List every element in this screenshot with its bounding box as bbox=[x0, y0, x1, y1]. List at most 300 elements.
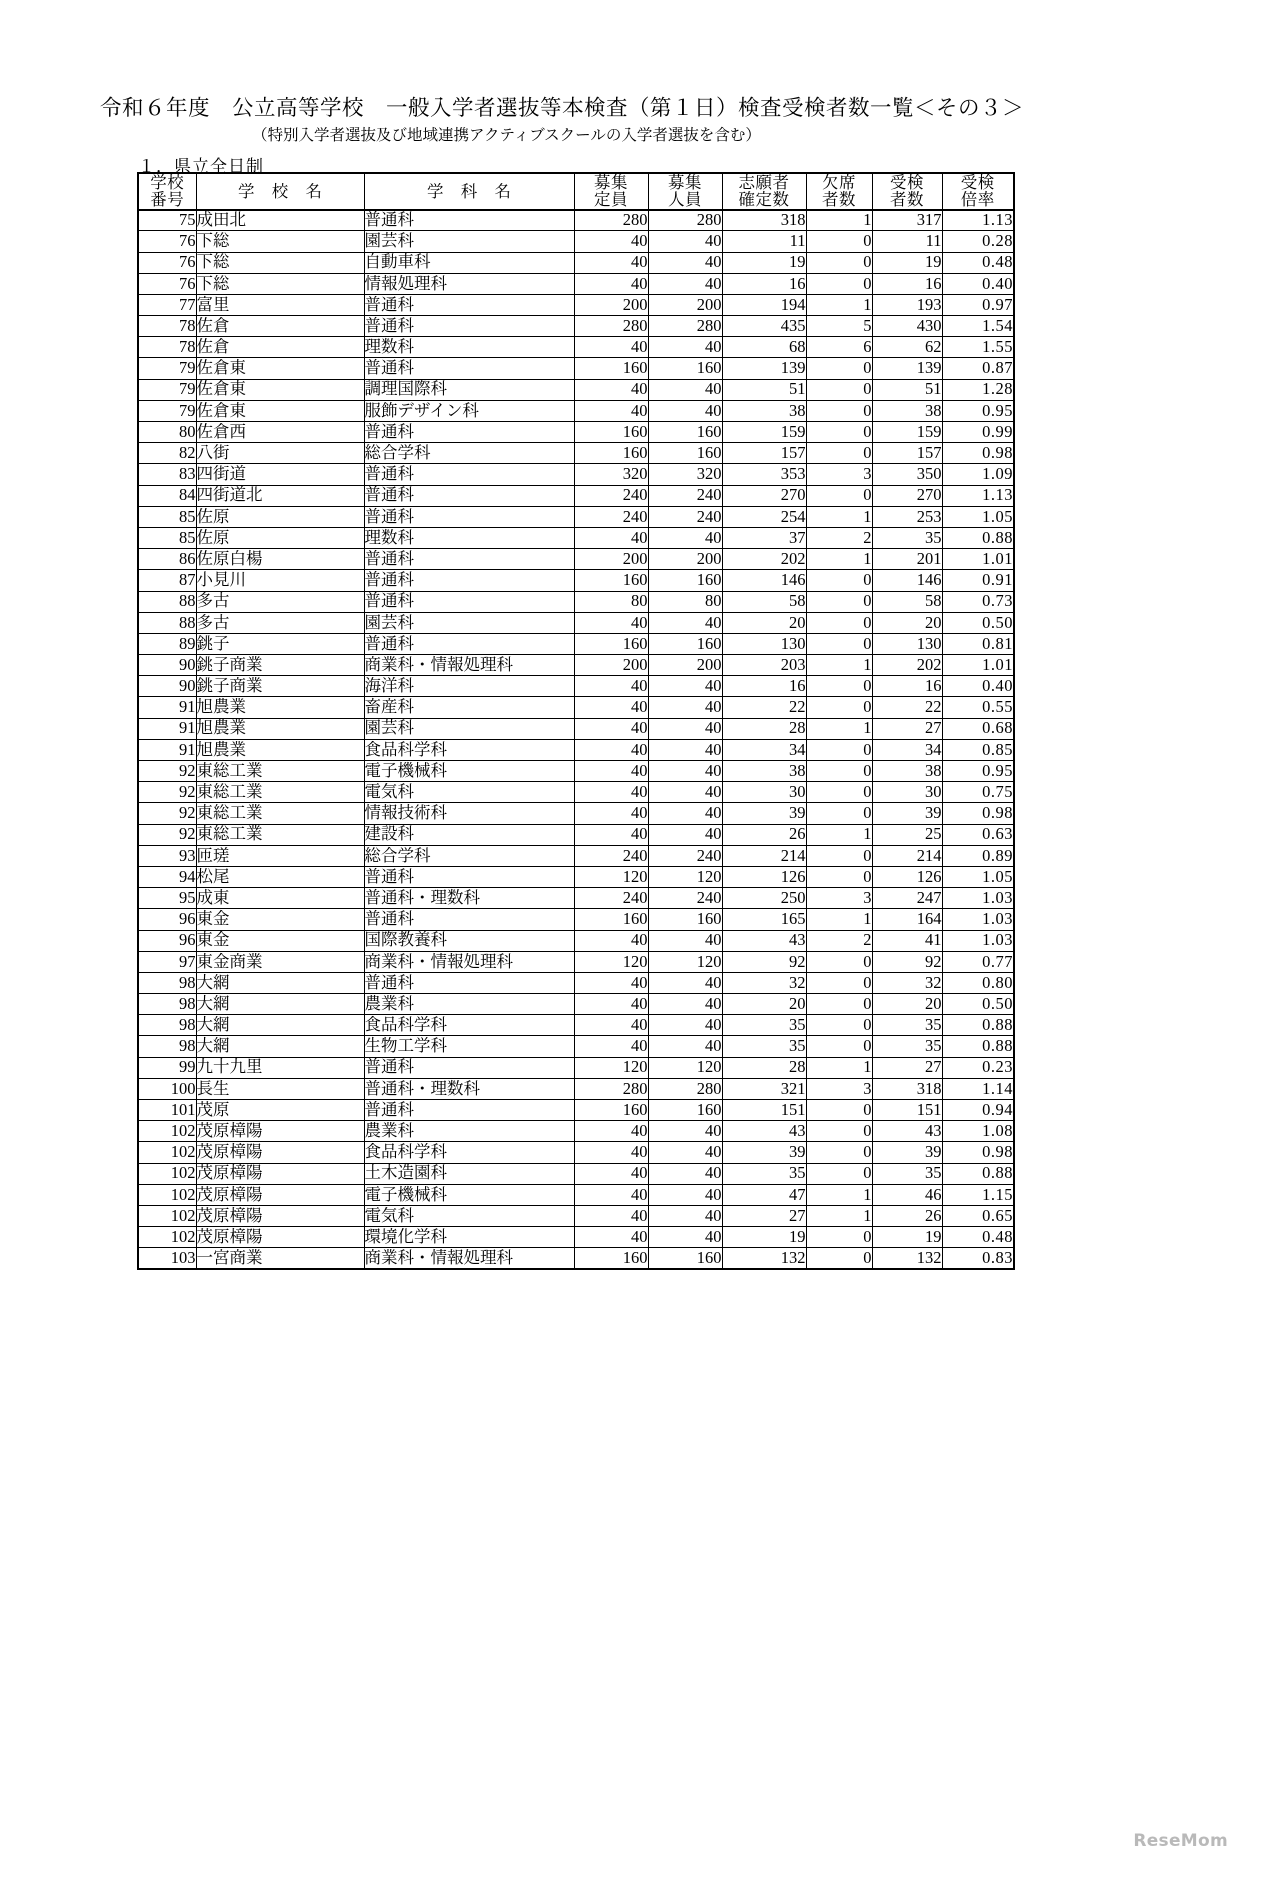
cell-school-number: 88 bbox=[138, 612, 196, 633]
cell-quota: 240 bbox=[574, 506, 648, 527]
cell-school-name: 東金商業 bbox=[196, 951, 364, 972]
cell-school-number: 100 bbox=[138, 1078, 196, 1099]
cell-school-number: 97 bbox=[138, 951, 196, 972]
cell-absentees: 0 bbox=[806, 400, 872, 421]
table-row bbox=[138, 1100, 1014, 1121]
table-row bbox=[138, 676, 1014, 697]
cell-school-number: 75 bbox=[138, 210, 196, 231]
table-row bbox=[138, 210, 1014, 231]
cell-quota: 40 bbox=[574, 1184, 648, 1205]
title-block bbox=[100, 96, 1100, 145]
cell-department-name: 普通科 bbox=[364, 591, 574, 612]
table-row bbox=[138, 1057, 1014, 1078]
cell-absentees: 1 bbox=[806, 549, 872, 570]
column-header-line2: 確定数 bbox=[738, 190, 790, 210]
cell-capacity: 160 bbox=[648, 633, 722, 654]
cell-absentees: 1 bbox=[806, 1057, 872, 1078]
cell-school-name: 松尾 bbox=[196, 866, 364, 887]
cell-school-name: 一宮商業 bbox=[196, 1248, 364, 1269]
cell-school-name: 大網 bbox=[196, 1015, 364, 1036]
cell-school-name: 銚子商業 bbox=[196, 655, 364, 676]
table-row bbox=[138, 761, 1014, 782]
table-row bbox=[138, 570, 1014, 591]
table-row bbox=[138, 527, 1014, 548]
cell-examinees: 41 bbox=[872, 930, 942, 951]
table-row bbox=[138, 909, 1014, 930]
cell-capacity: 40 bbox=[648, 782, 722, 803]
cell-absentees: 0 bbox=[806, 697, 872, 718]
cell-school-name: 成田北 bbox=[196, 210, 364, 231]
cell-capacity: 280 bbox=[648, 210, 722, 231]
cell-school-name: 長生 bbox=[196, 1078, 364, 1099]
cell-examinees: 350 bbox=[872, 464, 942, 485]
cell-capacity: 40 bbox=[648, 1121, 722, 1142]
cell-absentees: 1 bbox=[806, 506, 872, 527]
cell-exam-ratio: 0.65 bbox=[942, 1205, 1014, 1226]
cell-school-name: 九十九里 bbox=[196, 1057, 364, 1078]
table-row bbox=[138, 1248, 1014, 1269]
cell-exam-ratio: 0.83 bbox=[942, 1248, 1014, 1269]
cell-exam-ratio: 0.88 bbox=[942, 1015, 1014, 1036]
cell-applicants-confirmed: 34 bbox=[722, 739, 806, 760]
cell-school-name: 下総 bbox=[196, 231, 364, 252]
column-header-applicants-confirmed bbox=[722, 173, 806, 210]
page-subtitle: （特別入学者選抜及び地域連携アクティブスクールの入学者選抜を含む） bbox=[252, 125, 761, 144]
cell-quota: 40 bbox=[574, 761, 648, 782]
cell-quota: 40 bbox=[574, 379, 648, 400]
cell-quota: 280 bbox=[574, 316, 648, 337]
cell-capacity: 40 bbox=[648, 1036, 722, 1057]
cell-school-number: 103 bbox=[138, 1248, 196, 1269]
cell-absentees: 0 bbox=[806, 782, 872, 803]
table-row bbox=[138, 316, 1014, 337]
cell-absentees: 0 bbox=[806, 379, 872, 400]
cell-capacity: 120 bbox=[648, 951, 722, 972]
cell-absentees: 0 bbox=[806, 845, 872, 866]
cell-examinees: 164 bbox=[872, 909, 942, 930]
cell-absentees: 3 bbox=[806, 1078, 872, 1099]
cell-capacity: 40 bbox=[648, 252, 722, 273]
column-header-line2: 者数 bbox=[890, 190, 924, 210]
cell-quota: 40 bbox=[574, 782, 648, 803]
cell-examinees: 43 bbox=[872, 1121, 942, 1142]
cell-school-number: 76 bbox=[138, 273, 196, 294]
cell-department-name: 普通科・理数科 bbox=[364, 1078, 574, 1099]
cell-exam-ratio: 0.50 bbox=[942, 612, 1014, 633]
cell-examinees: 58 bbox=[872, 591, 942, 612]
table-row bbox=[138, 951, 1014, 972]
cell-quota: 80 bbox=[574, 591, 648, 612]
cell-school-name: 茂原樟陽 bbox=[196, 1227, 364, 1248]
cell-examinees: 430 bbox=[872, 316, 942, 337]
cell-school-name: 旭農業 bbox=[196, 718, 364, 739]
cell-department-name: 自動車科 bbox=[364, 252, 574, 273]
cell-quota: 40 bbox=[574, 1227, 648, 1248]
cell-applicants-confirmed: 146 bbox=[722, 570, 806, 591]
cell-examinees: 22 bbox=[872, 697, 942, 718]
cell-absentees: 0 bbox=[806, 273, 872, 294]
cell-capacity: 40 bbox=[648, 1227, 722, 1248]
cell-school-number: 102 bbox=[138, 1184, 196, 1205]
cell-exam-ratio: 1.28 bbox=[942, 379, 1014, 400]
cell-school-number: 90 bbox=[138, 676, 196, 697]
cell-applicants-confirmed: 151 bbox=[722, 1100, 806, 1121]
cell-examinees: 16 bbox=[872, 676, 942, 697]
cell-quota: 120 bbox=[574, 1057, 648, 1078]
table-row bbox=[138, 1163, 1014, 1184]
cell-school-name: 茂原樟陽 bbox=[196, 1184, 364, 1205]
cell-school-number: 79 bbox=[138, 358, 196, 379]
cell-exam-ratio: 0.40 bbox=[942, 676, 1014, 697]
cell-examinees: 34 bbox=[872, 739, 942, 760]
cell-examinees: 126 bbox=[872, 866, 942, 887]
cell-quota: 160 bbox=[574, 443, 648, 464]
cell-school-number: 102 bbox=[138, 1227, 196, 1248]
cell-school-number: 90 bbox=[138, 655, 196, 676]
cell-absentees: 0 bbox=[806, 1036, 872, 1057]
cell-applicants-confirmed: 16 bbox=[722, 273, 806, 294]
cell-examinees: 27 bbox=[872, 718, 942, 739]
cell-exam-ratio: 1.03 bbox=[942, 888, 1014, 909]
cell-exam-ratio: 1.01 bbox=[942, 655, 1014, 676]
cell-capacity: 40 bbox=[648, 337, 722, 358]
table-row bbox=[138, 358, 1014, 379]
cell-department-name: 普通科 bbox=[364, 358, 574, 379]
table-header bbox=[138, 173, 1014, 210]
cell-department-name: 普通科 bbox=[364, 909, 574, 930]
cell-school-number: 93 bbox=[138, 845, 196, 866]
cell-department-name: 畜産科 bbox=[364, 697, 574, 718]
cell-exam-ratio: 1.05 bbox=[942, 866, 1014, 887]
cell-examinees: 26 bbox=[872, 1205, 942, 1226]
cell-capacity: 40 bbox=[648, 994, 722, 1015]
table-row bbox=[138, 591, 1014, 612]
cell-exam-ratio: 1.54 bbox=[942, 316, 1014, 337]
cell-examinees: 247 bbox=[872, 888, 942, 909]
column-header-school-number bbox=[138, 173, 196, 210]
cell-applicants-confirmed: 126 bbox=[722, 866, 806, 887]
cell-exam-ratio: 1.05 bbox=[942, 506, 1014, 527]
column-header-department-name bbox=[364, 173, 574, 210]
cell-applicants-confirmed: 19 bbox=[722, 252, 806, 273]
cell-absentees: 0 bbox=[806, 422, 872, 443]
cell-capacity: 40 bbox=[648, 1015, 722, 1036]
cell-applicants-confirmed: 202 bbox=[722, 549, 806, 570]
cell-quota: 40 bbox=[574, 824, 648, 845]
cell-applicants-confirmed: 27 bbox=[722, 1205, 806, 1226]
cell-examinees: 27 bbox=[872, 1057, 942, 1078]
cell-school-number: 102 bbox=[138, 1121, 196, 1142]
table-row bbox=[138, 845, 1014, 866]
cell-examinees: 62 bbox=[872, 337, 942, 358]
cell-school-name: 東金 bbox=[196, 909, 364, 930]
cell-quota: 160 bbox=[574, 358, 648, 379]
cell-capacity: 40 bbox=[648, 676, 722, 697]
cell-school-name: 東総工業 bbox=[196, 782, 364, 803]
cell-quota: 280 bbox=[574, 1078, 648, 1099]
cell-school-name: 佐倉東 bbox=[196, 379, 364, 400]
cell-applicants-confirmed: 321 bbox=[722, 1078, 806, 1099]
column-header-capacity bbox=[648, 173, 722, 210]
exam-results-table-container bbox=[137, 172, 1013, 1270]
cell-examinees: 35 bbox=[872, 1015, 942, 1036]
cell-capacity: 120 bbox=[648, 866, 722, 887]
cell-absentees: 0 bbox=[806, 739, 872, 760]
column-header-line2: 番号 bbox=[150, 190, 185, 210]
cell-school-number: 78 bbox=[138, 316, 196, 337]
cell-absentees: 0 bbox=[806, 633, 872, 654]
cell-examinees: 35 bbox=[872, 1036, 942, 1057]
cell-school-number: 76 bbox=[138, 252, 196, 273]
cell-examinees: 253 bbox=[872, 506, 942, 527]
cell-school-number: 87 bbox=[138, 570, 196, 591]
cell-quota: 280 bbox=[574, 210, 648, 231]
cell-capacity: 40 bbox=[648, 697, 722, 718]
table-row bbox=[138, 485, 1014, 506]
cell-quota: 40 bbox=[574, 930, 648, 951]
cell-capacity: 160 bbox=[648, 1100, 722, 1121]
cell-school-number: 86 bbox=[138, 549, 196, 570]
cell-capacity: 40 bbox=[648, 1142, 722, 1163]
cell-school-name: 銚子 bbox=[196, 633, 364, 654]
cell-exam-ratio: 1.13 bbox=[942, 485, 1014, 506]
cell-department-name: 普通科 bbox=[364, 866, 574, 887]
cell-examinees: 317 bbox=[872, 210, 942, 231]
table-row bbox=[138, 1205, 1014, 1226]
table-body bbox=[138, 210, 1014, 1269]
cell-applicants-confirmed: 38 bbox=[722, 400, 806, 421]
cell-applicants-confirmed: 37 bbox=[722, 527, 806, 548]
cell-applicants-confirmed: 92 bbox=[722, 951, 806, 972]
cell-school-name: 八街 bbox=[196, 443, 364, 464]
cell-capacity: 160 bbox=[648, 358, 722, 379]
cell-department-name: 電気科 bbox=[364, 1205, 574, 1226]
cell-school-number: 92 bbox=[138, 761, 196, 782]
cell-school-number: 91 bbox=[138, 739, 196, 760]
cell-department-name: 情報処理科 bbox=[364, 273, 574, 294]
cell-exam-ratio: 0.98 bbox=[942, 1142, 1014, 1163]
cell-school-name: 下総 bbox=[196, 252, 364, 273]
column-header-line1: 学 校 名 bbox=[238, 181, 328, 201]
cell-examinees: 201 bbox=[872, 549, 942, 570]
resemom-watermark: ReseMom bbox=[1133, 1831, 1228, 1851]
cell-absentees: 0 bbox=[806, 1227, 872, 1248]
cell-school-number: 98 bbox=[138, 994, 196, 1015]
cell-exam-ratio: 0.55 bbox=[942, 697, 1014, 718]
cell-applicants-confirmed: 159 bbox=[722, 422, 806, 443]
cell-absentees: 2 bbox=[806, 930, 872, 951]
cell-examinees: 151 bbox=[872, 1100, 942, 1121]
cell-applicants-confirmed: 28 bbox=[722, 1057, 806, 1078]
cell-exam-ratio: 0.63 bbox=[942, 824, 1014, 845]
cell-department-name: 環境化学科 bbox=[364, 1227, 574, 1248]
cell-quota: 160 bbox=[574, 570, 648, 591]
cell-examinees: 39 bbox=[872, 803, 942, 824]
cell-school-number: 89 bbox=[138, 633, 196, 654]
cell-applicants-confirmed: 130 bbox=[722, 633, 806, 654]
cell-department-name: 電子機械科 bbox=[364, 1184, 574, 1205]
column-header-examinees bbox=[872, 173, 942, 210]
cell-department-name: 海洋科 bbox=[364, 676, 574, 697]
cell-absentees: 0 bbox=[806, 994, 872, 1015]
cell-exam-ratio: 0.94 bbox=[942, 1100, 1014, 1121]
cell-exam-ratio: 0.28 bbox=[942, 231, 1014, 252]
table-row bbox=[138, 443, 1014, 464]
cell-capacity: 40 bbox=[648, 231, 722, 252]
table-row bbox=[138, 782, 1014, 803]
cell-quota: 40 bbox=[574, 1036, 648, 1057]
table-row bbox=[138, 464, 1014, 485]
cell-examinees: 51 bbox=[872, 379, 942, 400]
cell-capacity: 40 bbox=[648, 972, 722, 993]
table-row bbox=[138, 994, 1014, 1015]
cell-department-name: 商業科・情報処理科 bbox=[364, 951, 574, 972]
cell-absentees: 5 bbox=[806, 316, 872, 337]
cell-examinees: 30 bbox=[872, 782, 942, 803]
table-row bbox=[138, 337, 1014, 358]
cell-capacity: 40 bbox=[648, 1163, 722, 1184]
cell-quota: 40 bbox=[574, 972, 648, 993]
cell-school-name: 佐倉 bbox=[196, 337, 364, 358]
cell-applicants-confirmed: 35 bbox=[722, 1015, 806, 1036]
cell-absentees: 0 bbox=[806, 1248, 872, 1269]
cell-quota: 160 bbox=[574, 633, 648, 654]
column-header-line2: 定員 bbox=[594, 190, 628, 210]
table-row bbox=[138, 422, 1014, 443]
cell-department-name: 普通科 bbox=[364, 1057, 574, 1078]
cell-absentees: 1 bbox=[806, 210, 872, 231]
cell-school-number: 95 bbox=[138, 888, 196, 909]
cell-absentees: 0 bbox=[806, 972, 872, 993]
cell-school-number: 101 bbox=[138, 1100, 196, 1121]
cell-department-name: 情報技術科 bbox=[364, 803, 574, 824]
cell-school-number: 79 bbox=[138, 379, 196, 400]
cell-quota: 40 bbox=[574, 337, 648, 358]
cell-quota: 160 bbox=[574, 1248, 648, 1269]
cell-capacity: 160 bbox=[648, 909, 722, 930]
cell-quota: 40 bbox=[574, 1142, 648, 1163]
cell-school-number: 84 bbox=[138, 485, 196, 506]
cell-school-name: 佐原白楊 bbox=[196, 549, 364, 570]
cell-applicants-confirmed: 20 bbox=[722, 994, 806, 1015]
cell-school-name: 東総工業 bbox=[196, 761, 364, 782]
cell-school-name: 四街道 bbox=[196, 464, 364, 485]
cell-department-name: 普通科 bbox=[364, 316, 574, 337]
cell-school-name: 茂原樟陽 bbox=[196, 1142, 364, 1163]
cell-quota: 40 bbox=[574, 400, 648, 421]
cell-examinees: 46 bbox=[872, 1184, 942, 1205]
cell-applicants-confirmed: 43 bbox=[722, 1121, 806, 1142]
cell-school-number: 92 bbox=[138, 824, 196, 845]
cell-examinees: 214 bbox=[872, 845, 942, 866]
cell-school-name: 佐原 bbox=[196, 506, 364, 527]
cell-quota: 40 bbox=[574, 252, 648, 273]
cell-capacity: 160 bbox=[648, 570, 722, 591]
cell-school-name: 成東 bbox=[196, 888, 364, 909]
cell-quota: 40 bbox=[574, 803, 648, 824]
cell-absentees: 2 bbox=[806, 527, 872, 548]
cell-school-number: 94 bbox=[138, 866, 196, 887]
cell-capacity: 40 bbox=[648, 803, 722, 824]
cell-department-name: 調理国際科 bbox=[364, 379, 574, 400]
page-title: 令和６年度 公立高等学校 一般入学者選抜等本検査（第１日）検査受検者数一覧＜その３＞ bbox=[100, 96, 1025, 121]
cell-capacity: 40 bbox=[648, 1205, 722, 1226]
cell-school-number: 99 bbox=[138, 1057, 196, 1078]
cell-applicants-confirmed: 32 bbox=[722, 972, 806, 993]
cell-applicants-confirmed: 51 bbox=[722, 379, 806, 400]
cell-absentees: 0 bbox=[806, 1015, 872, 1036]
cell-examinees: 270 bbox=[872, 485, 942, 506]
cell-applicants-confirmed: 58 bbox=[722, 591, 806, 612]
cell-school-name: 茂原樟陽 bbox=[196, 1163, 364, 1184]
cell-exam-ratio: 0.77 bbox=[942, 951, 1014, 972]
cell-exam-ratio: 0.97 bbox=[942, 294, 1014, 315]
cell-school-number: 92 bbox=[138, 803, 196, 824]
cell-school-name: 東総工業 bbox=[196, 824, 364, 845]
cell-capacity: 40 bbox=[648, 1184, 722, 1205]
cell-absentees: 0 bbox=[806, 761, 872, 782]
cell-examinees: 38 bbox=[872, 761, 942, 782]
cell-quota: 40 bbox=[574, 612, 648, 633]
cell-exam-ratio: 0.80 bbox=[942, 972, 1014, 993]
cell-quota: 240 bbox=[574, 888, 648, 909]
cell-capacity: 280 bbox=[648, 316, 722, 337]
cell-school-name: 大網 bbox=[196, 972, 364, 993]
column-header-line1: 志願者 bbox=[738, 173, 790, 192]
table-row bbox=[138, 612, 1014, 633]
cell-department-name: 普通科 bbox=[364, 633, 574, 654]
cell-department-name: 普通科 bbox=[364, 210, 574, 231]
cell-department-name: 食品科学科 bbox=[364, 1142, 574, 1163]
cell-absentees: 0 bbox=[806, 570, 872, 591]
cell-applicants-confirmed: 47 bbox=[722, 1184, 806, 1205]
cell-absentees: 0 bbox=[806, 803, 872, 824]
cell-department-name: 普通科 bbox=[364, 485, 574, 506]
cell-school-name: 佐倉西 bbox=[196, 422, 364, 443]
cell-quota: 40 bbox=[574, 231, 648, 252]
table-row bbox=[138, 633, 1014, 654]
cell-applicants-confirmed: 254 bbox=[722, 506, 806, 527]
cell-exam-ratio: 1.13 bbox=[942, 210, 1014, 231]
cell-quota: 40 bbox=[574, 527, 648, 548]
cell-examinees: 139 bbox=[872, 358, 942, 379]
table-row bbox=[138, 972, 1014, 993]
cell-applicants-confirmed: 43 bbox=[722, 930, 806, 951]
column-header-quota bbox=[574, 173, 648, 210]
cell-applicants-confirmed: 20 bbox=[722, 612, 806, 633]
table-row bbox=[138, 1078, 1014, 1099]
table-row bbox=[138, 400, 1014, 421]
cell-absentees: 1 bbox=[806, 718, 872, 739]
cell-applicants-confirmed: 157 bbox=[722, 443, 806, 464]
cell-department-name: 普通科 bbox=[364, 972, 574, 993]
cell-school-number: 102 bbox=[138, 1205, 196, 1226]
cell-capacity: 160 bbox=[648, 443, 722, 464]
cell-applicants-confirmed: 22 bbox=[722, 697, 806, 718]
cell-capacity: 40 bbox=[648, 718, 722, 739]
cell-department-name: 建設科 bbox=[364, 824, 574, 845]
cell-capacity: 200 bbox=[648, 549, 722, 570]
cell-school-number: 98 bbox=[138, 1015, 196, 1036]
column-header-line1: 学校 bbox=[150, 173, 185, 192]
cell-examinees: 32 bbox=[872, 972, 942, 993]
cell-absentees: 0 bbox=[806, 951, 872, 972]
cell-absentees: 1 bbox=[806, 1184, 872, 1205]
cell-absentees: 3 bbox=[806, 464, 872, 485]
table-row bbox=[138, 866, 1014, 887]
column-header-line2: 者数 bbox=[822, 190, 856, 210]
table-row bbox=[138, 379, 1014, 400]
